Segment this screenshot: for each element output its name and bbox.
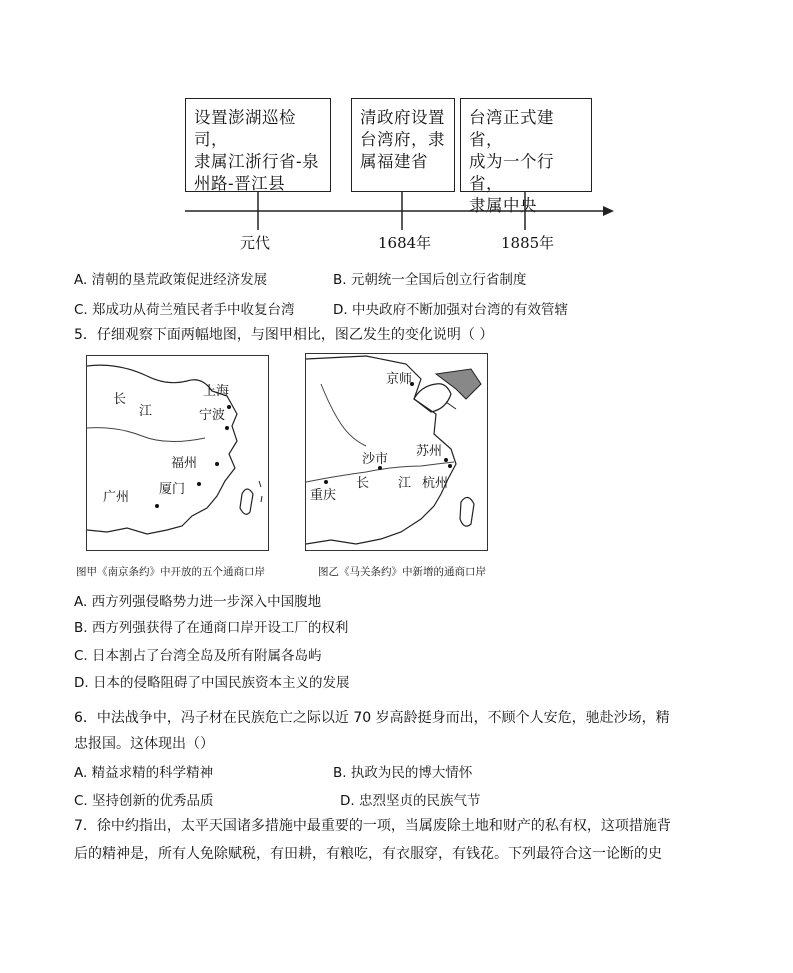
map-yi-label-shashi: 沙市 (362, 452, 389, 467)
q5-stem: 5．仔细观察下面两幅地图，与图甲相比，图乙发生的变化说明（ ） (74, 327, 494, 343)
map-jia-label-chang: 长 (113, 392, 127, 407)
timeline-label-1885: 1885年 (501, 234, 555, 252)
timeline-label-1684: 1684年 (378, 234, 432, 252)
map-jia-label-fuzhou: 福州 (171, 456, 198, 471)
timeline-box-yuan: 设置澎湖巡检司， 隶属江浙行省-泉 州路-晋江县 (185, 98, 331, 192)
map-jia-label-shanghai: 上海 (203, 384, 230, 399)
map-jia (86, 355, 269, 551)
timeline-box-1684: 清政府设置 台湾府，隶 属福建省 (351, 98, 455, 192)
map-yi-label-hangzhou: 杭州 (422, 476, 449, 491)
q4-option-d: D. 中央政府不断加强对台湾的有效管辖 (333, 302, 568, 318)
q5-option-a: A. 西方列强侵略势力进一步深入中国腹地 (74, 594, 322, 610)
q7-line2: 后的精神是，所有人免除赋税，有田耕，有粮吃，有衣服穿，有钱花。下列最符合这一论断的史 (74, 846, 662, 862)
map-yi-label-jingshi: 京师 (386, 372, 413, 387)
map-jia-caption: 图甲《南京条约》中开放的五个通商口岸 (76, 566, 265, 578)
q6-option-a: A. 精益求精的科学精神 (74, 765, 214, 781)
map-yi (305, 353, 488, 551)
q4-option-b: B. 元朝统一全国后创立行省制度 (333, 272, 527, 288)
q6-stem-line1: 6．中法战争中，冯子材在民族危亡之际以近 70 岁高龄挺身而出，不顾个人安危，驰赴沙场，精 (74, 710, 670, 726)
q5-option-d: D. 日本的侵略阻碍了中国民族资本主义的发展 (74, 675, 350, 691)
map-yi-label-jiang: 江 (398, 476, 412, 491)
q4-option-c: C. 郑成功从荷兰殖民者手中收复台湾 (74, 302, 295, 318)
timeline-box-1885: 台湾正式建省， 成为一个行省， 隶属中央 (460, 98, 592, 192)
map-yi-caption: 图乙《马关条约》中新增的通商口岸 (318, 566, 486, 578)
map-yi-label-suzhou: 苏州 (416, 444, 443, 459)
timeline-label-yuan: 元代 (240, 234, 271, 252)
q6-stem-line2: 忠报国。这体现出（） (74, 736, 214, 752)
map-yi-label-chongqing: 重庆 (310, 488, 337, 503)
map-yi-label-chang: 长 (356, 476, 370, 491)
q6-option-d: D. 忠烈坚贞的民族气节 (340, 793, 481, 809)
map-jia-label-guangzhou: 广州 (103, 490, 130, 505)
q7-line1: 7．徐中约指出，太平天国诸多措施中最重要的一项，当属废除土地和财产的私有权，这项措施背 (74, 818, 671, 834)
q6-option-c: C. 坚持创新的优秀品质 (74, 793, 214, 809)
q5-option-b: B. 西方列强获得了在通商口岸开设工厂的权利 (74, 620, 349, 636)
map-jia-label-jiang: 江 (139, 404, 153, 419)
q5-option-c: C. 日本割占了台湾全岛及所有附属各岛屿 (74, 648, 322, 664)
q4-option-a: A. 清朝的垦荒政策促进经济发展 (74, 272, 268, 288)
map-jia-label-ningbo: 宁波 (199, 408, 226, 423)
q6-option-b: B. 执政为民的博大情怀 (333, 765, 473, 781)
timeline-axis (0, 0, 793, 240)
map-jia-label-xiamen: 厦门 (159, 482, 186, 497)
